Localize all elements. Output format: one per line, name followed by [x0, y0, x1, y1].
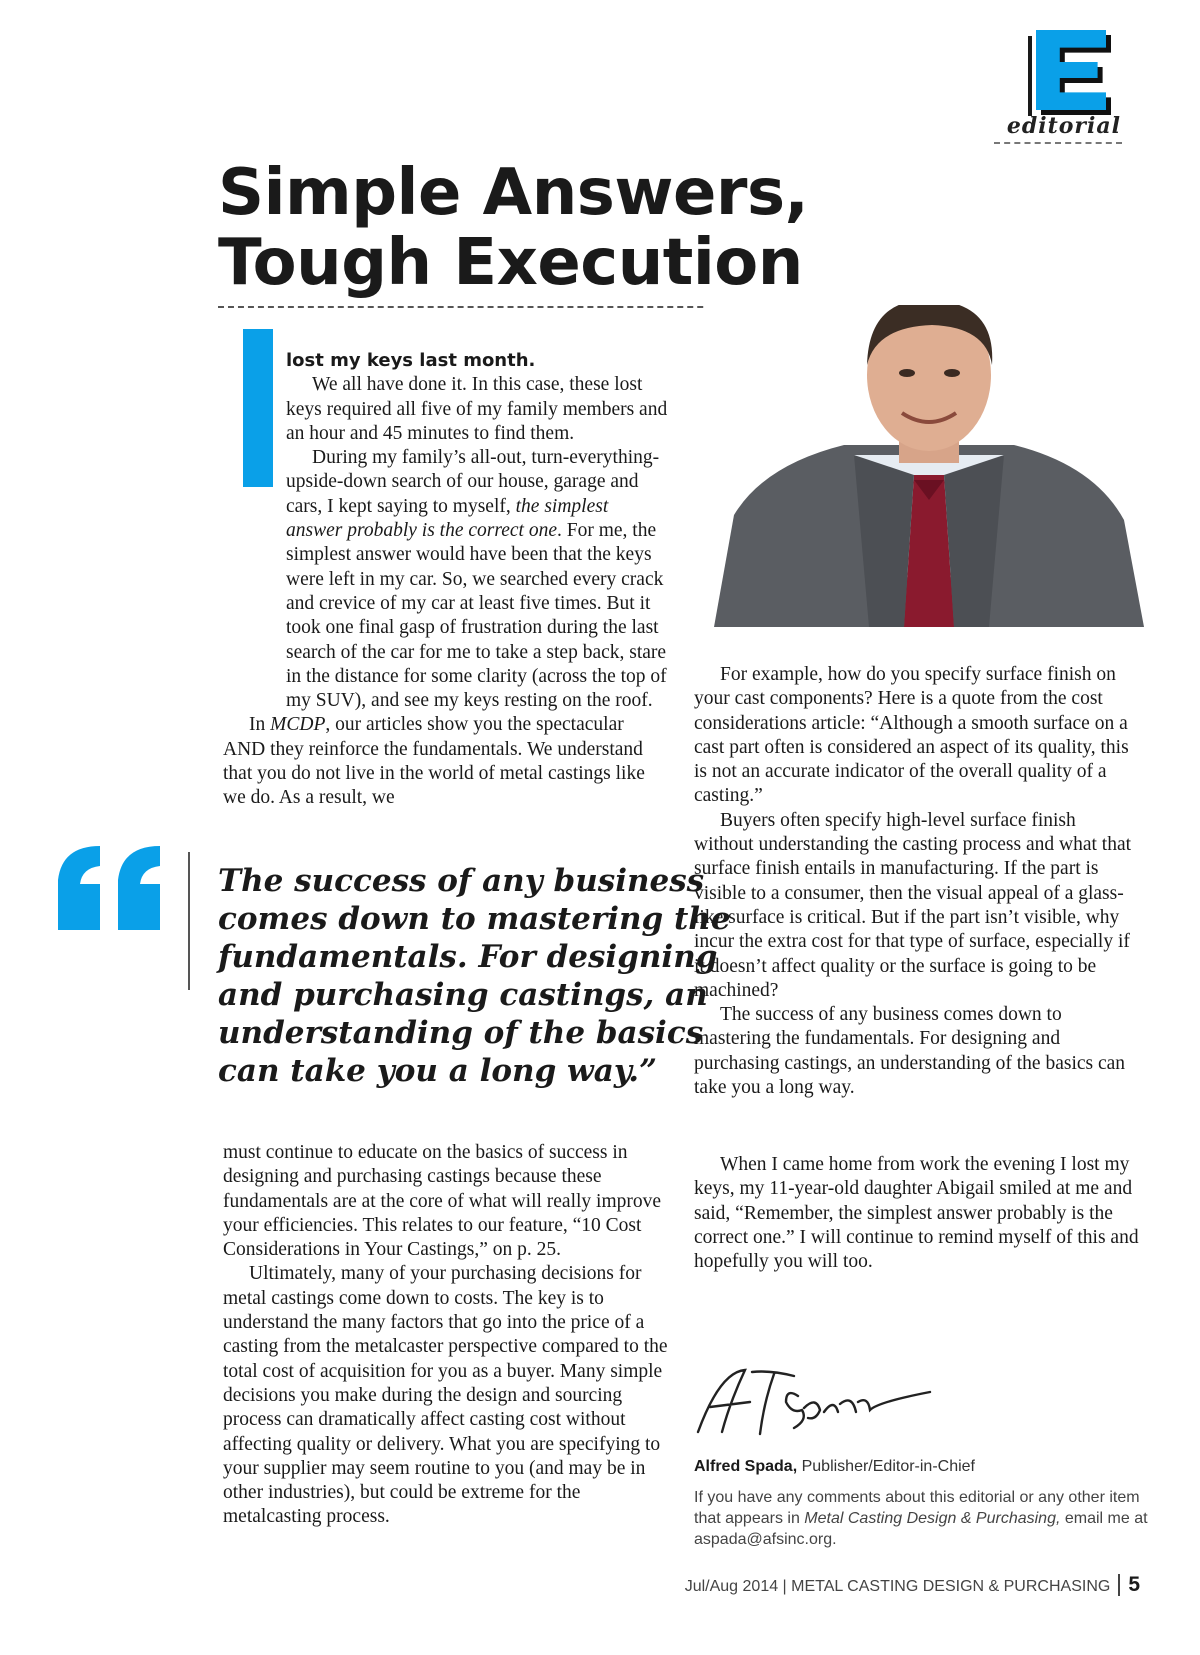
paragraph [694, 1153, 1139, 1274]
signature-line [694, 1458, 1164, 1476]
author-name: Alfred Spada, [694, 1458, 798, 1475]
quote-mark-icon [52, 840, 172, 950]
contact-note [694, 1487, 1154, 1550]
pull-quote-rule [188, 852, 190, 990]
author-title: Publisher/Editor-in-Chief [801, 1458, 975, 1475]
logo-bar [1028, 36, 1032, 116]
paragraph-text: During my family’s all-out, turn-everything-upside-down search of our house, garage and cars, I kept saying to myself, [286, 447, 660, 517]
paragraph-text: When I came home from work the evening I lost my keys, my 11-year-old daughter Abigail smiled at me and said, “Remember, the simplest answer probably is the correct one.” I will continue to remind myself of this and hopefully you will too. [694, 1154, 1139, 1273]
logo-letter-e [1036, 30, 1106, 110]
paragraph-text: . For me, the simplest answer would have been that the keys were left in my car. So, we searched every crack and crevice of my car at least five times. But it took one final gasp of frustration during the last search of the car for me to take a step back, stare in the distance for some clarity (across the top of my SUV), and see my keys resting on the roof. [286, 520, 667, 712]
author-photo [704, 305, 1154, 627]
column-1-bottom [223, 1141, 668, 1530]
paragraph [223, 1262, 668, 1529]
column-2-end [694, 1153, 1139, 1274]
publication-abbrev: MCDP [270, 714, 326, 736]
publication-name: Metal Casting Design & Purchasing, [804, 1510, 1061, 1527]
note-text: If you have any comments about this editorial or any other item that appears in [694, 1489, 1140, 1527]
italic-phrase: the simplest answer probably is the correct one [286, 495, 609, 542]
footer-separator [1118, 1574, 1120, 1596]
paragraph-text: , our articles show you the spectacular AND they reinforce the fundamentals. We understand that you do not live in the world of metal castings like we do. As a result, we [223, 714, 645, 809]
pull-quote: The success of any business comes down to mastering the fundamentals. For designing and purchasing castings, an understanding of the basics can take you a long way.” [218, 863, 731, 1089]
headline: Simple Answers, Tough Execution [218, 156, 809, 300]
page-footer [0, 1573, 1140, 1597]
paragraph-text: For example, how do you specify surface finish on your cast components? Here is a quote from the cost considerations article: “Although a smooth surface on a cast part often is considered an aspect of its quality, this is not an accurate indicator of the overall quality of a casting.” [694, 664, 1129, 807]
section-logo [1006, 30, 1121, 150]
handwritten-signature [690, 1362, 950, 1442]
paragraph [223, 373, 668, 446]
paragraph-text: We all have done it. In this case, these lost keys required all five of my family members and an hour and 45 minutes to find them. [286, 374, 668, 444]
paragraph-text: must continue to educate on the basics of success in designing and purchasing castings because these fundamentals are at the core of what will really improve your efficiencies. This relates to our feature, “10 Cost Considerations in Your Castings,” on p. 25. [223, 1142, 662, 1261]
note-text: email me at aspada@afsinc.org. [694, 1510, 1148, 1548]
paragraph-text: Ultimately, many of your purchasing decisions for metal castings come down to costs. The key is to understand the many factors that go into the price of a casting from the metalcaster perspective compared to the total cost of acquisition for you as a buyer. Many simple decisions you make during the design and sourcing process can dramatically affect casting cost without affecting quality or delivery. What you are specifying to your supplier may seem routine to you (and may be in other industries), but could be extreme for the metalcasting process. [223, 1263, 668, 1528]
column-1-top [223, 349, 668, 811]
paragraph [223, 713, 668, 810]
lead-paragraph [223, 349, 668, 373]
paragraph [223, 446, 668, 713]
lead-sentence: lost my keys last month. [286, 350, 536, 371]
logo-divider [994, 142, 1122, 144]
paragraph-text: In [249, 714, 271, 736]
paragraph: The success of any business comes down to mastering the fundamentals. For designing and purchasing castings, an understanding of the basics can take you a long way. [694, 1004, 1126, 1099]
issue-info: Jul/Aug 2014 | METAL CASTING DESIGN & PURCHASING [684, 1578, 1111, 1595]
section-label: editorial [1006, 113, 1121, 139]
paragraph [694, 663, 1139, 809]
paragraph-text: Buyers often specify high-level surface finish without understanding the casting process and what that surface finish entails in manufacturing. If the part is visible to a consumer, then the visual appeal of a glass-like surface is critical. But if the part isn’t visible, why incur the extra cost for that type of surface, especially if it doesn’t affect quality or the surface is going to be machined? [694, 809, 1132, 1001]
paragraph [223, 1141, 668, 1262]
paragraph [694, 809, 1139, 1003]
column-2 [694, 663, 1139, 1100]
page-number: 5 [1128, 1573, 1140, 1596]
